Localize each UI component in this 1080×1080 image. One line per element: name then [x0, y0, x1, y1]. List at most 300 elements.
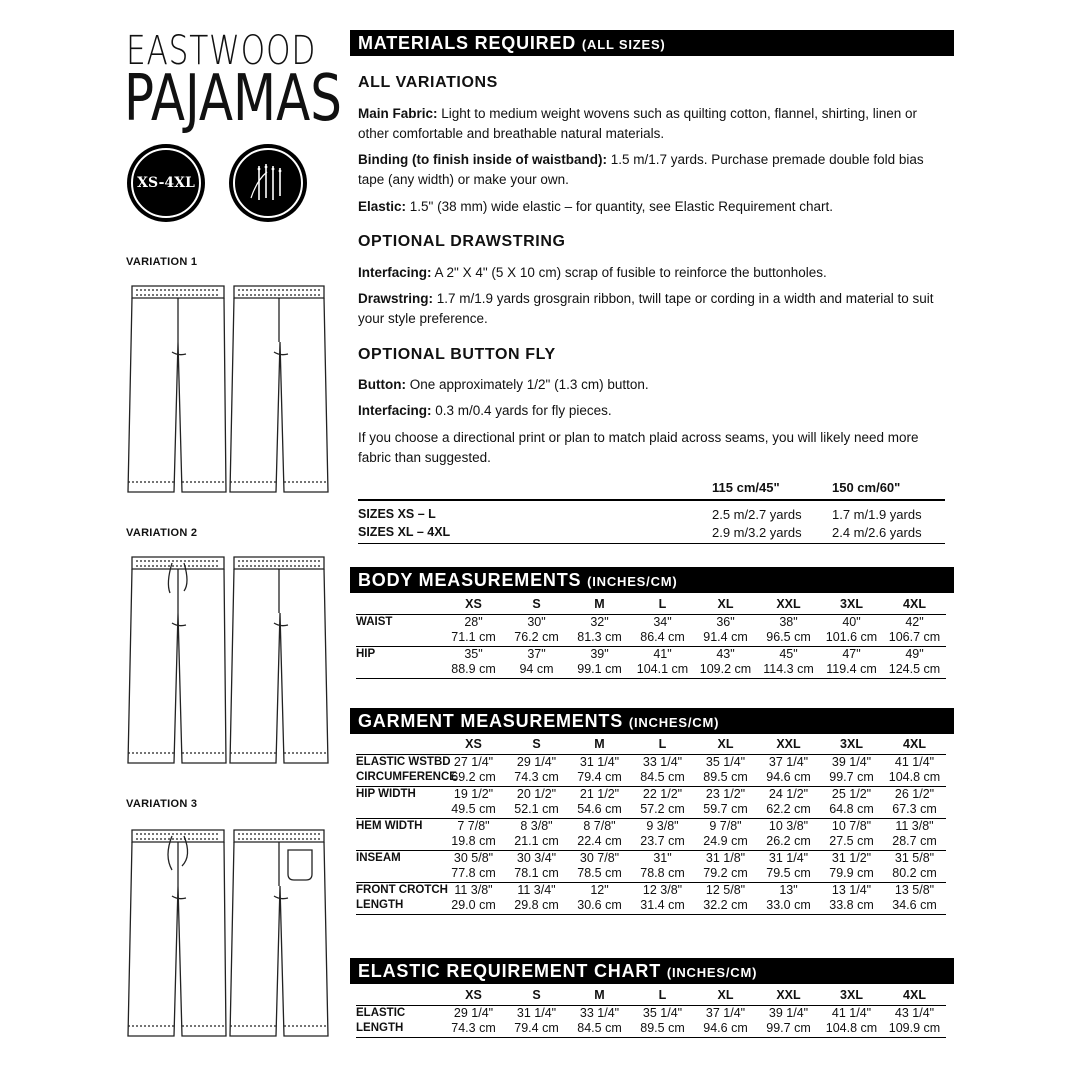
inch-value: 10 7/8": [831, 819, 872, 833]
row-label: [356, 755, 457, 787]
fly-interfacing-desc: 0.3 m/0.4 yards for fly pieces.: [431, 403, 612, 418]
cm-value: 21.1 cm: [514, 834, 559, 848]
size-header: XS: [442, 985, 505, 1006]
measurement-cell: [757, 647, 820, 679]
measurement-cell: [820, 883, 883, 915]
size-header: XL: [694, 985, 757, 1006]
measurement-cell: [631, 1006, 694, 1038]
cm-value: 104.8 cm: [888, 770, 941, 784]
brand-title-line2: PAJAMAS: [124, 62, 342, 136]
inch-value: 33 1/4": [579, 1006, 620, 1020]
cm-value: 86.4 cm: [640, 630, 685, 644]
drawstring-label: Drawstring:: [358, 291, 434, 306]
measurement-cell: [631, 615, 694, 647]
cm-value: 74.3 cm: [514, 770, 559, 784]
body-measurements-table: [356, 594, 946, 679]
inch-value: 24 1/2": [768, 787, 809, 801]
measurement-cell: [820, 647, 883, 679]
size-header: L: [631, 985, 694, 1006]
measurement-cell: [883, 647, 946, 679]
cm-value: 52.1 cm: [514, 802, 559, 816]
size-header-blank: [356, 985, 442, 1006]
cm-value: 34.6 cm: [892, 898, 937, 912]
inch-value: 30 5/8": [453, 851, 494, 865]
measurement-cell: [505, 755, 568, 787]
inch-value: 27 1/4": [453, 755, 494, 769]
drawstring-heading: OPTIONAL DRAWSTRING: [358, 233, 566, 250]
row-label: [356, 851, 442, 883]
garment-measurements-table: [356, 734, 946, 915]
cm-value: 79.9 cm: [829, 866, 874, 880]
measurement-cell: [442, 1006, 505, 1038]
cm-value: 62.2 cm: [766, 802, 811, 816]
cm-value: 84.5 cm: [577, 1021, 622, 1035]
cm-value: 33.8 cm: [829, 898, 874, 912]
inch-value: 9 3/8": [646, 819, 679, 833]
button-fly-heading: OPTIONAL BUTTON FLY: [358, 346, 556, 363]
all-variations-heading: ALL VARIATIONS: [358, 74, 498, 91]
variation-3-label: VARIATION 3: [126, 798, 198, 810]
row-label-line: LENGTH: [356, 899, 404, 911]
size-header: S: [505, 985, 568, 1006]
cm-value: 64.8 cm: [829, 802, 874, 816]
binding-text: [358, 150, 938, 190]
row-label: [356, 1006, 442, 1038]
inch-value: 13 1/4": [831, 883, 872, 897]
cm-value: 27.5 cm: [829, 834, 874, 848]
cm-value: 31.4 cm: [640, 898, 685, 912]
measurement-cell: [694, 883, 757, 915]
measurement-cell: [631, 819, 694, 851]
measurement-cell: [568, 883, 631, 915]
cm-value: 71.1 cm: [451, 630, 496, 644]
cm-value: 29.0 cm: [451, 898, 496, 912]
inch-value: 41 1/4": [831, 1006, 872, 1020]
measurement-cell: [694, 615, 757, 647]
elastic-title-sub: (INCHES/CM): [666, 965, 758, 980]
measurement-cell: [631, 755, 694, 787]
cm-value: 74.3 cm: [451, 1021, 496, 1035]
row-label-line: HEM WIDTH: [356, 820, 423, 832]
variation-1-pants-drawing: [126, 282, 336, 504]
inch-value: 41": [653, 647, 672, 661]
inch-value: 39 1/4": [831, 755, 872, 769]
inch-value: 30": [527, 615, 546, 629]
cm-value: 96.5 cm: [766, 630, 811, 644]
cm-value: 78.5 cm: [577, 866, 622, 880]
cm-value: 19.8 cm: [451, 834, 496, 848]
measurement-cell: [694, 755, 757, 787]
measurement-cell: [883, 615, 946, 647]
measurement-cell: [568, 755, 631, 787]
inch-value: 12 3/8": [642, 883, 683, 897]
measurement-cell: [820, 1006, 883, 1038]
sewing-needles-icon: [229, 144, 307, 222]
inch-value: 20 1/2": [516, 787, 557, 801]
inch-value: 47": [842, 647, 861, 661]
row-label: [356, 883, 448, 915]
inch-value: 35": [464, 647, 483, 661]
drawstring-desc: 1.7 m/1.9 yards grosgrain ribbon, twill tape or cording in a width and material to suit your style preference.: [358, 291, 934, 326]
inch-value: 35 1/4": [705, 755, 746, 769]
measurement-cell: [505, 1006, 568, 1038]
yardage-row-label: SIZES XS – L: [358, 507, 436, 521]
inch-value: 39": [590, 647, 609, 661]
cm-value: 79.4 cm: [577, 770, 622, 784]
inch-value: 23 1/2": [705, 787, 746, 801]
size-header: M: [568, 985, 631, 1006]
measurement-cell: [442, 819, 505, 851]
cm-value: 81.3 cm: [577, 630, 622, 644]
inch-value: 35 1/4": [642, 1006, 683, 1020]
size-header: 4XL: [883, 734, 946, 755]
cm-value: 124.5 cm: [888, 662, 941, 676]
cm-value: 89.5 cm: [640, 1021, 685, 1035]
measurement-cell: [757, 787, 820, 819]
table-row: [356, 787, 946, 819]
table-row: [356, 615, 946, 647]
cm-value: 77.8 cm: [451, 866, 496, 880]
cm-value: 104.1 cm: [636, 662, 689, 676]
inch-value: 42": [905, 615, 924, 629]
cm-value: 94 cm: [519, 662, 554, 676]
inch-value: 19 1/2": [453, 787, 494, 801]
size-header: M: [568, 734, 631, 755]
row-label: [356, 819, 442, 851]
measurement-cell: [820, 755, 883, 787]
inch-value: 33 1/4": [642, 755, 683, 769]
measurement-cell: [820, 787, 883, 819]
cm-value: 109.9 cm: [888, 1021, 941, 1035]
yardage-col-115: 115 cm/45": [712, 480, 780, 495]
cm-value: 54.6 cm: [577, 802, 622, 816]
measurement-cell: [568, 819, 631, 851]
size-header: M: [568, 594, 631, 615]
cm-value: 57.2 cm: [640, 802, 685, 816]
yardage-rule: [358, 499, 945, 501]
drawstring-interfacing-label: Interfacing:: [358, 265, 432, 280]
row-label-line: CIRCUMFERENCE: [356, 771, 457, 783]
measurement-cell: [568, 787, 631, 819]
measurement-cell: [505, 819, 568, 851]
measurement-cell: [631, 851, 694, 883]
size-header: 4XL: [883, 594, 946, 615]
table-row: [356, 819, 946, 851]
measurement-cell: [505, 851, 568, 883]
binding-desc: 1.5 m/1.7 yards. Purchase premade double fold bias tape (any width) or make your own.: [358, 152, 924, 187]
inch-value: 21 1/2": [579, 787, 620, 801]
measurement-cell: [820, 819, 883, 851]
measurement-cell: [442, 755, 505, 787]
cm-value: 69.2 cm: [451, 770, 496, 784]
cm-value: 91.4 cm: [703, 630, 748, 644]
cm-value: 114.3 cm: [763, 662, 814, 676]
garment-measurements-header: [350, 708, 954, 734]
size-header: L: [631, 734, 694, 755]
measurement-cell: [568, 647, 631, 679]
body-title: BODY MEASUREMENTS: [358, 570, 582, 590]
yardage-row-label: SIZES XL – 4XL: [358, 525, 451, 539]
yardage-value: 2.4 m/2.6 yards: [832, 525, 922, 540]
inch-value: 39 1/4": [768, 1006, 809, 1020]
button-label: Button:: [358, 377, 406, 392]
size-header: S: [505, 734, 568, 755]
size-header: 3XL: [820, 594, 883, 615]
drawstring-interfacing-text: [358, 263, 938, 283]
main-fabric-text: [358, 104, 938, 144]
row-label-line: HIP WIDTH: [356, 788, 416, 800]
measurement-cell: [442, 883, 505, 915]
inch-value: 49": [905, 647, 924, 661]
measurement-cell: [694, 851, 757, 883]
table-row: [356, 883, 946, 915]
inch-value: 10 3/8": [768, 819, 809, 833]
inch-value: 28": [464, 615, 483, 629]
variation-3-pants-drawing: [126, 826, 336, 1048]
yardage-value: 2.9 m/3.2 yards: [712, 525, 802, 540]
button-text: [358, 375, 938, 395]
cm-value: 79.4 cm: [514, 1021, 559, 1035]
cm-value: 101.6 cm: [825, 630, 878, 644]
cm-value: 80.2 cm: [892, 866, 937, 880]
button-desc: One approximately 1/2" (1.3 cm) button.: [405, 377, 649, 392]
measurement-cell: [631, 883, 694, 915]
variation-1-label: VARIATION 1: [126, 256, 198, 268]
size-header-blank: [356, 734, 442, 755]
row-label-line: INSEAM: [356, 852, 401, 864]
size-header: XXL: [757, 594, 820, 615]
elastic-title: ELASTIC REQUIREMENT CHART: [358, 961, 661, 981]
elastic-chart-header: [350, 958, 954, 984]
cm-value: 99.1 cm: [577, 662, 622, 676]
inch-value: 37": [527, 647, 546, 661]
fly-interfacing-text: [358, 401, 938, 421]
inch-value: 31": [653, 851, 672, 865]
measurement-cell: [568, 851, 631, 883]
brand-title-line1: EASTWOOD: [126, 28, 317, 74]
inch-value: 8 3/8": [520, 819, 553, 833]
yardage-bottom-rule: [358, 543, 945, 544]
inch-value: 31 1/4": [579, 755, 620, 769]
body-title-sub: (INCHES/CM): [587, 574, 678, 589]
size-header: 3XL: [820, 985, 883, 1006]
cm-value: 119.4 cm: [826, 662, 877, 676]
measurement-cell: [883, 1006, 946, 1038]
cm-value: 22.4 cm: [577, 834, 622, 848]
inch-value: 38": [779, 615, 798, 629]
body-measurements-header: [350, 567, 954, 593]
directional-print-note: If you choose a directional print or plan to match plaid across seams, you will likely need more fabric than suggested.: [358, 430, 919, 465]
materials-title-sub: (ALL SIZES): [581, 37, 666, 52]
cm-value: 99.7 cm: [766, 1021, 811, 1035]
fly-interfacing-label: Interfacing:: [358, 403, 432, 418]
main-fabric-label: Main Fabric:: [358, 106, 438, 121]
inch-value: 43": [716, 647, 735, 661]
yardage-col-150: 150 cm/60": [832, 480, 901, 495]
measurement-cell: [442, 787, 505, 819]
measurement-cell: [505, 647, 568, 679]
size-header: L: [631, 594, 694, 615]
measurement-cell: [820, 615, 883, 647]
inch-value: 41 1/4": [894, 755, 935, 769]
inch-value: 45": [779, 647, 798, 661]
inch-value: 29 1/4": [453, 1006, 494, 1020]
materials-header: [350, 30, 954, 56]
cm-value: 28.7 cm: [892, 834, 937, 848]
row-label: [356, 647, 442, 679]
cm-value: 29.8 cm: [514, 898, 559, 912]
row-label: [356, 787, 442, 819]
measurement-cell: [883, 787, 946, 819]
measurement-cell: [505, 787, 568, 819]
row-label-line: LENGTH: [356, 1022, 404, 1034]
cm-value: 94.6 cm: [703, 1021, 748, 1035]
inch-value: 37 1/4": [705, 1006, 746, 1020]
size-header: XS: [442, 734, 505, 755]
cm-value: 104.8 cm: [825, 1021, 878, 1035]
inch-value: 12 5/8": [705, 883, 746, 897]
measurement-cell: [442, 851, 505, 883]
inch-value: 31 5/8": [894, 851, 935, 865]
binding-label: Binding (to finish inside of waistband):: [358, 152, 607, 167]
inch-value: 31 1/2": [831, 851, 872, 865]
size-range-badge: [127, 144, 205, 222]
table-row: [356, 755, 946, 787]
inch-value: 30 7/8": [579, 851, 620, 865]
measurement-cell: [757, 1006, 820, 1038]
inch-value: 7 7/8": [457, 819, 490, 833]
measurement-cell: [631, 787, 694, 819]
measurement-cell: [442, 615, 505, 647]
cm-value: 59.7 cm: [703, 802, 748, 816]
inch-value: 43 1/4": [894, 1006, 935, 1020]
measurement-cell: [568, 615, 631, 647]
measurement-cell: [757, 883, 820, 915]
inch-value: 30 3/4": [516, 851, 557, 865]
inch-value: 13": [779, 883, 798, 897]
measurement-cell: [694, 647, 757, 679]
cm-value: 24.9 cm: [703, 834, 748, 848]
inch-value: 8 7/8": [583, 819, 616, 833]
table-row: [356, 851, 946, 883]
size-header: XS: [442, 594, 505, 615]
row-label-line: HIP: [356, 648, 376, 660]
table-row: [356, 1006, 946, 1038]
table-row: [356, 647, 946, 679]
inch-value: 37 1/4": [768, 755, 809, 769]
cm-value: 78.8 cm: [640, 866, 685, 880]
measurement-cell: [442, 647, 505, 679]
inch-value: 31 1/4": [768, 851, 809, 865]
measurement-cell: [883, 755, 946, 787]
measurement-cell: [757, 851, 820, 883]
inch-value: 12": [590, 883, 609, 897]
cm-value: 94.6 cm: [766, 770, 811, 784]
drawstring-text: [358, 289, 938, 329]
cm-value: 99.7 cm: [829, 770, 874, 784]
garment-title: GARMENT MEASUREMENTS: [358, 711, 624, 731]
variation-2-label: VARIATION 2: [126, 527, 198, 539]
cm-value: 89.5 cm: [703, 770, 748, 784]
yardage-value: 2.5 m/2.7 yards: [712, 507, 802, 522]
cm-value: 32.2 cm: [703, 898, 748, 912]
measurement-cell: [757, 819, 820, 851]
row-label: [356, 615, 442, 647]
elastic-label: Elastic:: [358, 199, 407, 214]
cm-value: 76.2 cm: [514, 630, 559, 644]
cm-value: 67.3 cm: [892, 802, 937, 816]
inch-value: 40": [842, 615, 861, 629]
measurement-cell: [694, 1006, 757, 1038]
measurement-cell: [505, 615, 568, 647]
size-header: S: [505, 594, 568, 615]
elastic-requirement-table: [356, 985, 946, 1038]
cm-value: 26.2 cm: [766, 834, 811, 848]
row-label-line: WAIST: [356, 616, 393, 628]
row-label-line: ELASTIC: [356, 1007, 406, 1019]
size-header: 4XL: [883, 985, 946, 1006]
inch-value: 11 3/8": [454, 883, 493, 897]
inch-value: 34": [653, 615, 672, 629]
measurement-cell: [694, 819, 757, 851]
main-fabric-desc: Light to medium weight wovens such as quilting cotton, flannel, shirting, linen or other comfortable and breathable natural materials.: [358, 106, 918, 141]
materials-title: MATERIALS REQUIRED: [358, 33, 577, 53]
measurement-cell: [757, 615, 820, 647]
size-header: XXL: [757, 985, 820, 1006]
cm-value: 30.6 cm: [577, 898, 622, 912]
size-header: XL: [694, 594, 757, 615]
inch-value: 29 1/4": [516, 755, 557, 769]
cm-value: 33.0 cm: [766, 898, 811, 912]
row-label-line: FRONT CROTCH: [356, 884, 448, 896]
size-range-label: XS-4XL: [137, 175, 195, 191]
size-header: XXL: [757, 734, 820, 755]
yardage-value: 1.7 m/1.9 yards: [832, 507, 922, 522]
cm-value: 109.2 cm: [699, 662, 752, 676]
measurement-cell: [820, 851, 883, 883]
size-header: 3XL: [820, 734, 883, 755]
cm-value: 79.2 cm: [703, 866, 748, 880]
cm-value: 88.9 cm: [451, 662, 496, 676]
measurement-cell: [757, 755, 820, 787]
cm-value: 23.7 cm: [640, 834, 685, 848]
inch-value: 26 1/2": [894, 787, 935, 801]
size-header-blank: [356, 594, 442, 615]
size-header: XL: [694, 734, 757, 755]
measurement-cell: [883, 883, 946, 915]
measurement-cell: [631, 647, 694, 679]
drawstring-interfacing-desc: A 2" X 4" (5 X 10 cm) scrap of fusible to reinforce the buttonholes.: [431, 265, 827, 280]
garment-title-sub: (INCHES/CM): [628, 715, 720, 730]
row-label-line: ELASTIC WSTBD: [356, 756, 451, 768]
measurement-cell: [505, 883, 568, 915]
variation-2-pants-drawing: [126, 553, 336, 775]
inch-value: 36": [716, 615, 735, 629]
inch-value: 32": [590, 615, 609, 629]
inch-value: 9 7/8": [709, 819, 742, 833]
inch-value: 11 3/4": [517, 883, 556, 897]
cm-value: 84.5 cm: [640, 770, 685, 784]
measurement-cell: [568, 1006, 631, 1038]
cm-value: 106.7 cm: [888, 630, 941, 644]
inch-value: 13 5/8": [894, 883, 935, 897]
measurement-cell: [883, 851, 946, 883]
measurement-cell: [694, 787, 757, 819]
inch-value: 31 1/4": [516, 1006, 557, 1020]
elastic-text: [358, 197, 938, 217]
inch-value: 11 3/8": [895, 819, 934, 833]
cm-value: 49.5 cm: [451, 802, 496, 816]
